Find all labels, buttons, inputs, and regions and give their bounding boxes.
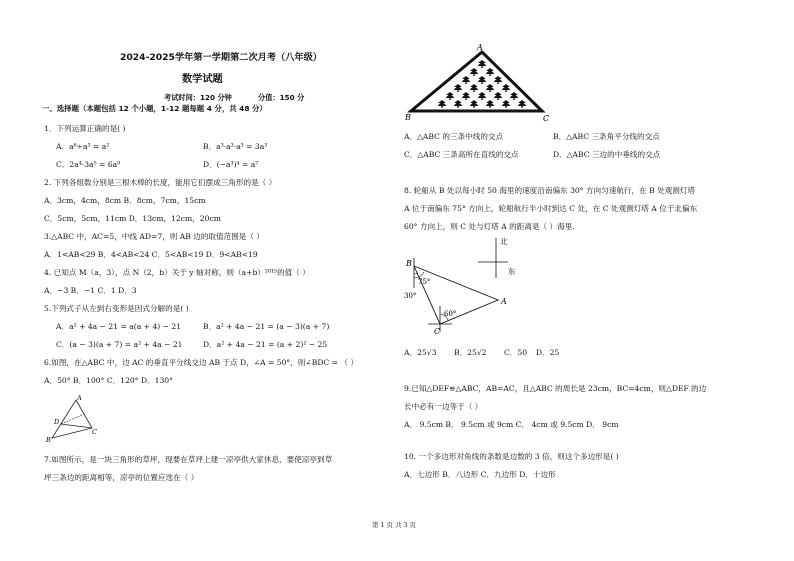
q8-option-c: C．50	[504, 348, 528, 357]
q7-lawn-triangle-figure	[405, 42, 565, 123]
q7-line2: 坪三条边的距离相等，凉亭的位置应选在（ ）	[44, 473, 199, 482]
q2-options-row2: C．5cm，5cm，11cm D．13cm，12cm，20cm	[44, 214, 221, 223]
q5-option-c: C．(a − 3)(a + 7) = a² + 4a − 21	[56, 340, 183, 349]
q8-line3: 60° 方向上，则 C 处与灯塔 A 的距离是（ ）海里.	[404, 222, 575, 231]
tree-icon	[486, 100, 495, 108]
tree-icon	[438, 100, 447, 108]
page-footer: 第 1 页 共 3 页	[372, 521, 416, 529]
q8-angle-60: 60°	[444, 310, 457, 318]
tree-icon	[454, 84, 463, 92]
q6-options: A．50° B．100° C．120° D．130°	[44, 376, 173, 385]
q8-navigation-figure	[404, 236, 534, 336]
tree-icon	[462, 76, 471, 84]
q6-label-c: C	[92, 428, 97, 436]
q3-stem: 3.△ABC 中，AC=5，中线 AD=7，则 AB 边的取值范围是（ ）	[44, 232, 264, 241]
exam-subject: 数学试题	[182, 74, 223, 85]
q7-label-a: A	[477, 43, 483, 52]
q7-label-c: C	[543, 114, 550, 123]
tree-icon	[486, 84, 495, 92]
exam-score: 分值：150 分	[258, 93, 305, 102]
q7-option-a: A．△ABC 的三条中线的交点	[404, 132, 504, 141]
tree-icon	[470, 84, 479, 92]
tree-icon	[470, 100, 479, 108]
q7-option-d: D．△ABC 三边的中垂线的交点	[553, 150, 661, 159]
q1-option-c: C．2a⁴·3a⁵ = 6a⁹	[56, 160, 121, 169]
q8-line1: 8. 轮船从 B 处以每小时 50 海里的速度沿南偏东 30° 方向匀速航行，在 B 处观测灯塔	[404, 186, 696, 195]
q8-label-north: 北	[500, 237, 508, 246]
q1-option-b: B．a³·a³·a³ = 3a³	[203, 142, 268, 151]
section-heading: 一、选择题（本题包括 12 个小题，1-12 题每题 4 分，共 48 分）	[42, 104, 267, 113]
tree-icon	[510, 92, 519, 100]
q9-line1: 9.已知△DEF≌△ABC，AB=AC，且△ABC 的周长是 23cm，BC=4cm，则△DEF 的边	[404, 384, 707, 393]
q8-label-east: 东	[508, 267, 516, 276]
q7-line1: 7.如图所示，是一块三角形的草坪，现要在草坪上建一凉亭供大家休息，要使凉亭到草	[44, 455, 333, 464]
tree-icon	[518, 100, 527, 108]
exam-time: 考试时间：120 分钟	[164, 93, 232, 102]
exam-title: 2024-2025学年第一学期第二次月考（八年级）	[120, 52, 322, 63]
q6-label-b: B	[46, 436, 51, 444]
q6-label-a: A	[77, 394, 82, 402]
tree-icon	[502, 84, 511, 92]
q8-option-a: A．25√3	[404, 348, 437, 357]
q10-options: A．七边形 B．八边形 C．九边形 D．十边形	[404, 470, 556, 479]
q5-option-a: A．a² + 4a − 21 = a(a + 4) − 21	[56, 322, 182, 331]
tree-icon	[462, 92, 471, 100]
tree-icon	[494, 76, 503, 84]
q1-stem: 1．下列运算正确的是( )	[44, 124, 126, 133]
q8-label-b: B	[406, 259, 412, 268]
q8-label-c: C	[434, 327, 441, 336]
q2-options-row1: A．3cm，4cm，8cm B．8cm，7cm，15cm	[44, 196, 206, 205]
q7-option-b: B．△ABC 三条角平分线的交点	[553, 132, 660, 141]
q5-option-d: D．a² + 4a − 21 = (a + 2)² − 25	[203, 340, 328, 349]
q8-angle-75: 75°	[418, 278, 431, 286]
tree-icon	[494, 92, 503, 100]
q8-angle-30: 30°	[404, 292, 417, 300]
q1-option-a: A．a⁶÷a³ = a²	[56, 142, 110, 151]
q4-stem: 4. 已知点 M（a，3），点 N（2，b）关于 y 轴对称，则（a+b）²⁰¹⁵的值（ ）	[44, 268, 310, 277]
q9-options: A． 9.5cm B． 9.5cm 或 9cm C． 4cm 或 9.5cm D． 9cm	[404, 420, 619, 429]
tree-icon	[478, 60, 487, 68]
tree-icon	[470, 68, 479, 76]
q8-line2: A 位于南偏东 75° 方向上，轮船航行半小时到达 C 处，在 C 处观测灯塔 A 位于北偏东	[404, 204, 698, 213]
q6-stem: 6.如图，在△ABC 中，边 AC 的垂直平分线交边 AB 于点 D，∠A = 50°，则∠BDC = （ ）	[44, 358, 359, 367]
q8-option-d: D．25	[536, 348, 560, 357]
q2-stem: 2. 下列各组数分别是三根木棒的长度，能用它们摆成三角形的是（ ）	[44, 178, 277, 187]
tree-icon	[454, 100, 463, 108]
q5-option-b: B．a² + 4a − 21 = (a − 3)(a + 7)	[203, 322, 330, 331]
q5-stem: 5.下列式子从左到右变形是因式分解的是( )	[44, 304, 189, 313]
tree-icon	[478, 92, 487, 100]
q3-options: A．1<AB<29 B．4<AB<24 C．5<AB<19 D．9<AB<19	[44, 250, 258, 259]
tree-icon	[486, 68, 495, 76]
q8-option-b: B．25√2	[454, 348, 487, 357]
tree-icon	[502, 100, 511, 108]
q8-label-a: A	[501, 297, 507, 306]
q6-label-d: D	[54, 418, 60, 426]
q4-options: A．−3 B．−1 C．1 D．3	[44, 286, 137, 295]
q10-stem: 10. 一个多边形对角线的条数是边数的 3 倍，则这个多边形是( )	[404, 452, 619, 461]
tree-icon	[478, 76, 487, 84]
q9-line2: 长中必有一边等于（ ）	[404, 402, 483, 411]
q7-option-c: C．△ABC 三条高所在直线的交点	[404, 150, 519, 159]
tree-icon	[446, 92, 455, 100]
q7-label-b: B	[405, 113, 411, 122]
q1-option-d: D．(−a³)⁴ = a⁷	[203, 160, 259, 169]
q6-triangle-figure	[44, 394, 104, 446]
